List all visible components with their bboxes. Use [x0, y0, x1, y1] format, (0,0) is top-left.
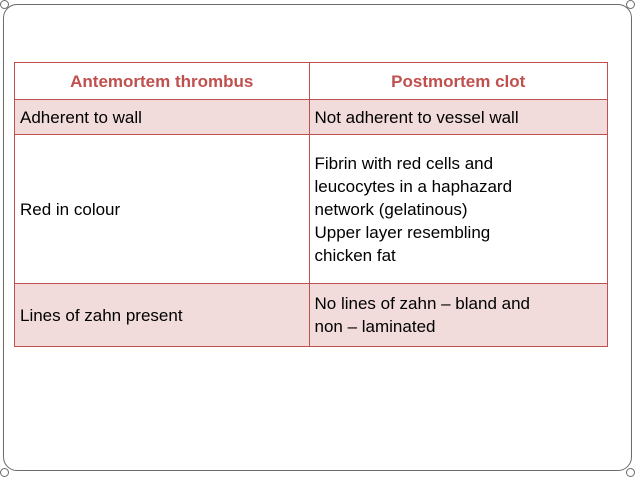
cell-postmortem: [309, 284, 608, 347]
cell-text-line: Upper layer resembling: [314, 222, 491, 242]
comparison-table: [14, 62, 608, 347]
header-antemortem-thrombus: Antemortem thrombus: [15, 63, 310, 100]
cell-postmortem: [309, 100, 608, 135]
corner-ornament-top-left: [0, 0, 9, 9]
table-row: [15, 100, 608, 135]
table-row: [15, 284, 608, 347]
cell-text-line: Not adherent to vessel wall: [314, 107, 519, 127]
corner-ornament-bottom-left: [0, 468, 9, 477]
corner-ornament-bottom-right: [626, 468, 635, 477]
cell-text-line: chicken fat: [314, 245, 396, 265]
cell-text-line: No lines of zahn – bland and: [314, 294, 530, 313]
corner-ornament-top-right: [626, 0, 635, 9]
cell-text-line: non – laminated: [314, 317, 436, 336]
cell-text-line: Red in colour: [20, 199, 121, 219]
cell-text-line: network (gelatinous): [314, 199, 468, 219]
cell-text-line: leucocytes in a haphazard: [314, 176, 513, 196]
cell-antemortem: [15, 135, 310, 284]
table-header-row: [15, 63, 608, 100]
header-postmortem-clot: Postmortem clot: [309, 63, 608, 100]
cell-text-line: Adherent to wall: [20, 107, 142, 127]
cell-antemortem: [15, 284, 310, 347]
cell-text-line: Fibrin with red cells and: [314, 153, 494, 173]
table-row: [15, 135, 608, 284]
cell-antemortem: [15, 100, 310, 135]
cell-postmortem: [309, 135, 608, 284]
cell-text-line: Lines of zahn present: [20, 305, 183, 325]
